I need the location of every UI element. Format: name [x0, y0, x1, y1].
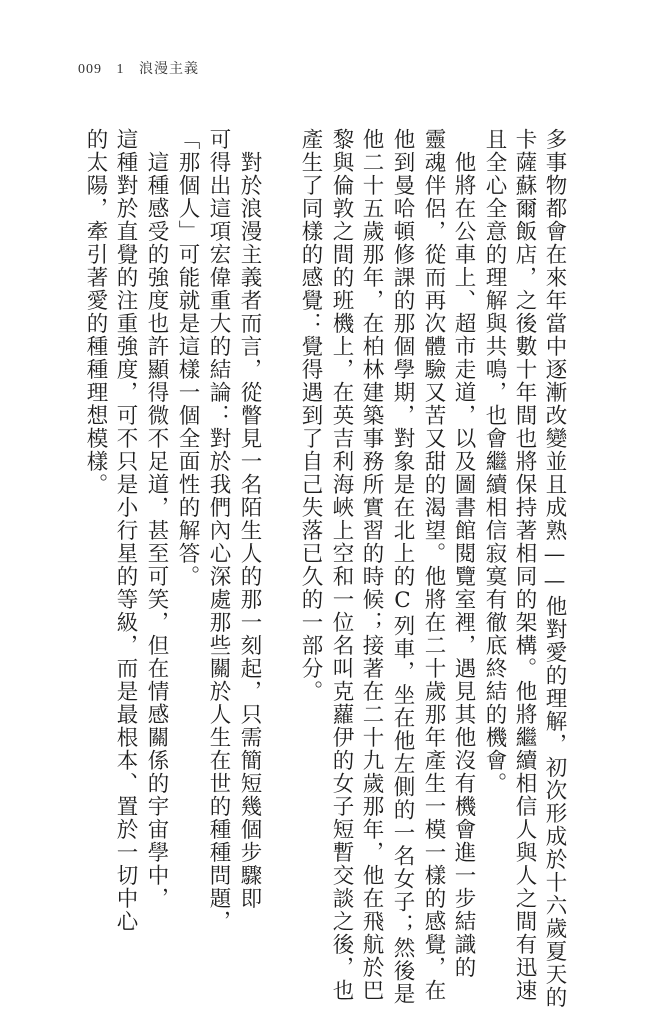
text-column-9: 產生了同樣的感覺：覺得遇到了自己失落已久的一部分。 — [298, 128, 323, 703]
text-column-11: 可得出這項宏偉重大的結論：對於我們內心深處那些關於人生在世的種種問題， — [206, 128, 231, 933]
text-column-1: 多事物都會在來年當中逐漸改變並且成熟——他對愛的理解，初次形成於十六歲夏天的 — [542, 128, 567, 1009]
text-column-14: 這種對於直覺的注重強度，可不只是小行星的等級，而是最根本、置於一切中心 — [113, 128, 138, 933]
text-column-7: 他二十五歲那年，在柏林建築事務所實習的時候；接著在二十九歲那年，他在飛航於巴 — [359, 128, 384, 1002]
text-column-10: 對於浪漫主義者而言，從瞥見一名陌生人的那一刻起，只需簡短幾個步驟即 — [237, 128, 262, 910]
chapter-title: 浪漫主義 — [139, 62, 199, 77]
running-header — [78, 58, 209, 78]
text-column-2: 卡薩蘇爾飯店，之後數十年間也將保持著相同的架構。他將繼續相信人與人之間有迅速 — [512, 128, 537, 1002]
text-column-12: 「那個人」可能就是這樣一個全面性的解答。 — [175, 128, 200, 588]
text-column-3: 且全心全意的理解與共鳴，也會繼續相信寂寞有徹底終結的機會。 — [482, 128, 507, 795]
text-column-15: 的太陽，牽引著愛的種種理想模樣。 — [83, 128, 108, 496]
text-column-4: 他將在公車上、超市走道，以及圖書館閱覽室裡，遇見其他沒有機會進一步結識的 — [451, 128, 476, 979]
text-column-6: 他到曼哈頓修課的那個學期，對象是在北上的C列車，坐在他左側的一名女子；然後是 — [390, 128, 415, 1006]
page-number: 009 — [78, 62, 102, 77]
text-column-8: 黎與倫敦之間的班機上，在英吉利海峽上空和一位名叫克蘿伊的女子短暫交談之後，也 — [329, 128, 354, 1002]
text-column-13: 這種感受的強度也許顯得微不足道，甚至可笑，但在情感關係的宇宙學中， — [144, 128, 169, 910]
text-column-5: 靈魂伴侶，從而再次體驗又苦又甜的渴望。他將在二十歲那年產生一模一樣的感覺，在 — [421, 128, 446, 1002]
chapter-number: 1 — [116, 62, 125, 77]
